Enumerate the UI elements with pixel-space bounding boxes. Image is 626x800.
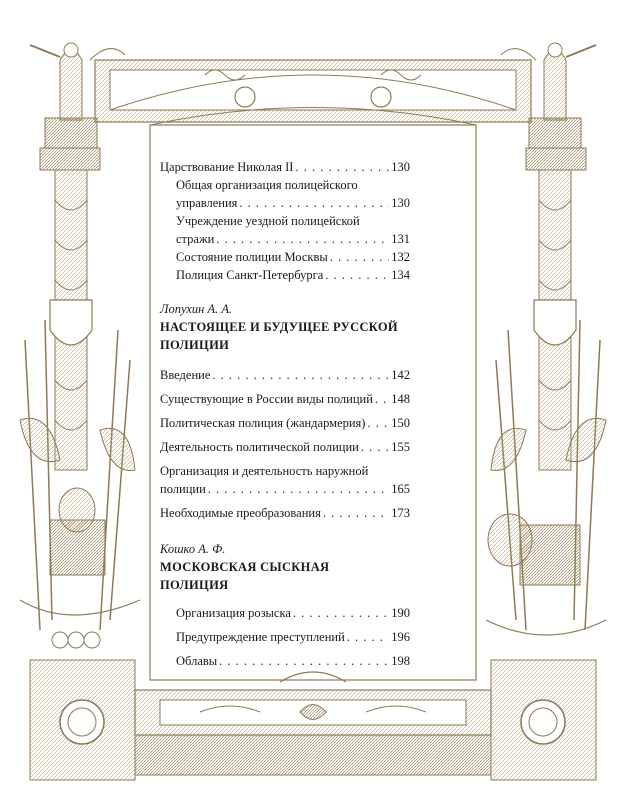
leader-dots	[212, 366, 389, 384]
section-author: Лопухин А. А.	[160, 302, 233, 316]
section-heading-line2[interactable]: ПОЛИЦИЯ	[160, 578, 229, 592]
toc-entry-title-line1: Общая организация полицейского	[176, 178, 358, 192]
toc-entry-page: 131	[391, 232, 410, 246]
section-heading-line1[interactable]: МОСКОВСКАЯ СЫСКНАЯ	[160, 560, 330, 574]
leader-dots	[293, 604, 389, 622]
leader-dots	[367, 414, 389, 432]
toc-entry[interactable]	[160, 652, 410, 670]
toc-entry[interactable]	[160, 158, 410, 176]
left-column	[20, 43, 140, 780]
toc-entry-title-line2: полиции	[160, 482, 206, 496]
leader-dots	[239, 194, 389, 212]
leader-dots	[216, 230, 389, 248]
toc-entry-title: Состояние полиции Москвы	[176, 250, 328, 264]
leader-dots	[330, 248, 390, 266]
toc-entry-page: 196	[391, 630, 410, 644]
leader-dots	[325, 266, 389, 284]
toc-entry-page: 155	[391, 440, 410, 454]
leader-dots	[375, 390, 389, 408]
toc-subentry[interactable]	[160, 176, 410, 212]
toc-entry-title: Организация розыска	[176, 606, 291, 620]
toc-entry-page: 142	[391, 368, 410, 382]
right-column	[486, 43, 606, 780]
toc-entry[interactable]	[160, 390, 410, 408]
toc-subentry[interactable]	[160, 248, 410, 266]
leader-dots	[323, 504, 389, 522]
toc-entry-page: 150	[391, 416, 410, 430]
toc-entry-page: 130	[391, 160, 410, 174]
toc-entry-page: 132	[391, 250, 410, 264]
toc-entry[interactable]	[160, 462, 410, 498]
toc-entry-title: Существующие в России виды полиций	[160, 392, 373, 406]
toc-entry-title: Облавы	[176, 654, 218, 668]
toc-entry-title: Политическая полиция (жандармерия)	[160, 416, 366, 430]
toc-entry-title-line2: управления	[176, 196, 238, 210]
toc-subentry[interactable]	[160, 212, 410, 248]
toc-entry-page: 173	[391, 506, 410, 520]
toc-subentry[interactable]	[160, 266, 410, 284]
section-heading-line2[interactable]: ПОЛИЦИИ	[160, 338, 230, 352]
bottom-frieze	[135, 672, 491, 775]
toc-entry-page: 130	[391, 196, 410, 210]
toc-entry-title-line1: Организация и деятельность наружной	[160, 464, 369, 478]
leader-dots	[347, 628, 389, 646]
toc-entry-page: 190	[391, 606, 410, 620]
toc-entry-page: 165	[391, 482, 410, 496]
leader-dots	[295, 158, 389, 176]
toc-entry-page: 198	[391, 654, 410, 668]
section-heading-line1[interactable]: НАСТОЯЩЕЕ И БУДУЩЕЕ РУССКОЙ	[160, 320, 398, 334]
leader-dots	[361, 438, 389, 456]
leader-dots	[219, 652, 389, 670]
toc-entry-title: Предупреждение преступлений	[176, 630, 345, 644]
toc-entry[interactable]	[160, 628, 410, 646]
toc-entry-title-line1: Учреждение уездной полицейской	[176, 214, 360, 228]
toc-entry-title: Введение	[160, 368, 211, 382]
leader-dots	[208, 480, 389, 498]
toc-entry-page: 148	[391, 392, 410, 406]
toc-entry[interactable]	[160, 604, 410, 622]
toc-entry[interactable]	[160, 504, 410, 522]
toc-entry-title: Полиция Санкт-Петербурга	[176, 268, 324, 282]
toc-entry-title: Деятельность политической полиции	[160, 440, 359, 454]
toc-entry-title-line2: стражи	[176, 232, 215, 246]
toc-entry[interactable]	[160, 414, 410, 432]
toc-entry-title: Царствование Николая II	[160, 160, 294, 174]
section-author: Кошко А. Ф.	[160, 542, 226, 556]
table-of-contents	[160, 158, 410, 670]
toc-entry[interactable]	[160, 438, 410, 456]
toc-entry[interactable]	[160, 366, 410, 384]
top-arch	[95, 60, 531, 122]
toc-entry-page: 134	[391, 268, 410, 282]
toc-entry-title: Необходимые преобразования	[160, 506, 321, 520]
